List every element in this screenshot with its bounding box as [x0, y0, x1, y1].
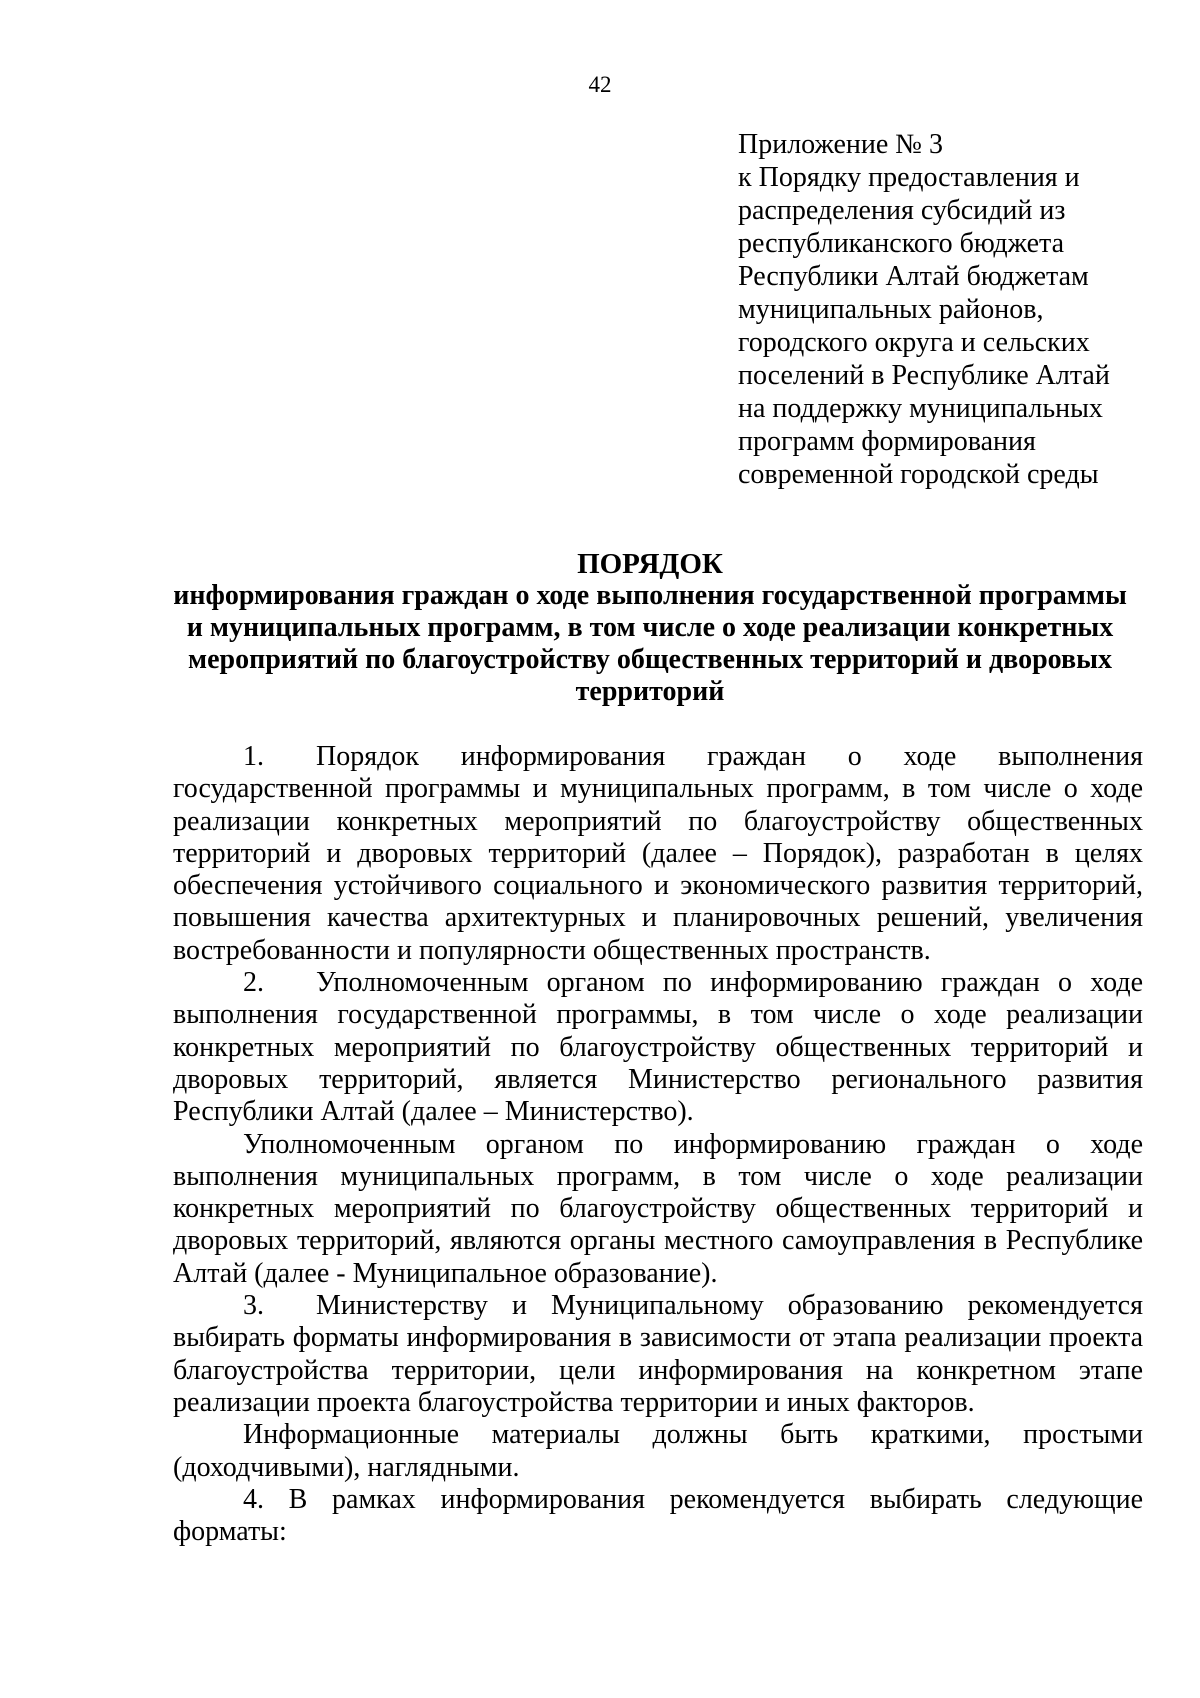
paragraph-4: 4. В рамках информирования рекомендуется выбирать следующие форматы:: [173, 1483, 1143, 1548]
document-title: [150, 548, 1150, 708]
appendix-line: Республики Алтай бюджетам: [738, 261, 1089, 292]
title-line: мероприятий по благоустройству общественных территорий и дворовых: [188, 644, 1112, 675]
appendix-line: муниципальных районов,: [738, 294, 1044, 325]
appendix-header: [738, 128, 1178, 491]
paragraph-number: 3.: [243, 1290, 264, 1322]
paragraph-text: Порядок информирования граждан о ходе выполнения государственной программы и муниципальных программ, в том числе о ходе реализации конкретных мероприятий по благоустройству общественных территорий и дворовых территорий (далее – Порядок), разработан в целях обеспечения устойчивого социального и экономического развития территорий, повышения качества архитектурных и планировочных решений, увеличения востребованности и популярности общественных пространств.: [173, 741, 1143, 966]
paragraph-3: [173, 1290, 1143, 1419]
title-main: ПОРЯДОК: [577, 548, 723, 580]
paragraph-number: 2.: [243, 967, 264, 999]
appendix-line: распределения субсидий из: [738, 195, 1066, 226]
paragraph-text: Уполномоченным органом по информированию граждан о ходе выполнения государственной программы, в том числе о ходе реализации конкретных мероприятий по благоустройству общественных территорий и дворовых территорий, является Министерство регионального развития Республики Алтай (далее – Министерство).: [173, 967, 1143, 1128]
appendix-line: городского округа и сельских: [738, 327, 1090, 358]
title-line: территорий: [575, 676, 725, 707]
paragraph-1: [173, 741, 1143, 967]
document-body: [173, 741, 1143, 1548]
paragraph-3b: Информационные материалы должны быть краткими, простыми (доходчивыми), наглядными.: [173, 1419, 1143, 1483]
appendix-line: программ формирования: [738, 426, 1036, 457]
paragraph-number: 1.: [243, 741, 264, 772]
appendix-line: на поддержку муниципальных: [738, 393, 1103, 424]
appendix-line: республиканского бюджета: [738, 228, 1065, 259]
title-line: и муниципальных программ, в том числе о ходе реализации конкретных: [186, 612, 1114, 643]
appendix-line: Приложение № 3: [738, 129, 943, 160]
appendix-line: современной городской среды: [738, 459, 1099, 490]
page-number: 42: [588, 72, 612, 97]
appendix-line: к Порядку предоставления и: [738, 162, 1080, 193]
paragraph-2b: Уполномоченным органом по информированию граждан о ходе выполнения муниципальных программ, в том числе о ходе реализации конкретных мероприятий по благоустройству общественных территорий и дворовых территорий, являются органы местного самоуправления в Республике Алтай (далее - Муниципальное образование).: [173, 1128, 1143, 1289]
paragraph-text: Министерству и Муниципальному образованию рекомендуется выбирать форматы информирования в зависимости от этапа реализации проекта благоустройства территории, цели информирования на конкретном этапе реализации проекта благоустройства территории и иных факторов.: [173, 1290, 1143, 1418]
title-line: информирования граждан о ходе выполнения государственной программы: [173, 580, 1127, 611]
appendix-line: поселений в Республике Алтай: [738, 360, 1110, 391]
paragraph-2: [173, 967, 1143, 1128]
